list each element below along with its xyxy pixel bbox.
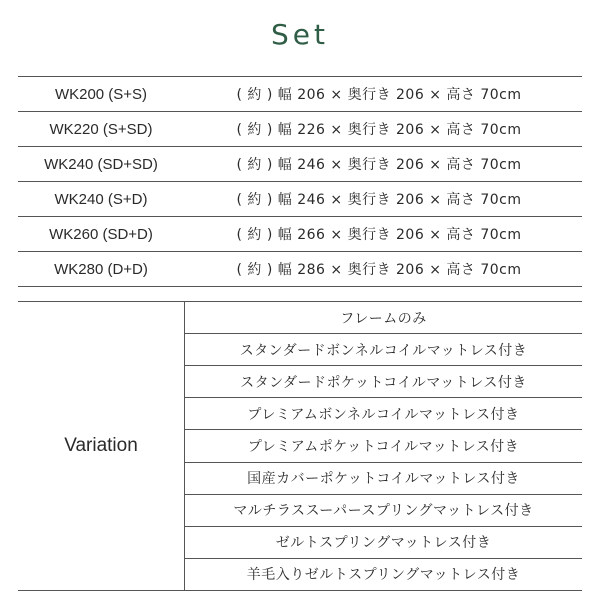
dimensions: ( 約 ) 幅 286 × 奥行き 206 × 高さ 70cm [236, 262, 522, 278]
variation-item: 国産カバーポケットコイルマットレス付き [185, 463, 582, 495]
size-row [18, 147, 582, 182]
model-name: WK220 (S+SD) [49, 120, 153, 138]
model-name: WK200 (S+S) [54, 85, 148, 103]
variation-label: Variation [18, 302, 185, 590]
variation-item: スタンダードポケットコイルマットレス付き [185, 366, 582, 398]
model-name: WK260 (SD+D) [49, 225, 153, 243]
variation-item: マルチラススーパースプリングマットレス付き [185, 495, 582, 527]
size-table [18, 76, 582, 287]
page-title: Set [271, 18, 329, 51]
dimensions: ( 約 ) 幅 246 × 奥行き 206 × 高さ 70cm [236, 157, 522, 173]
size-row [18, 77, 582, 112]
variation-item: 羊毛入りゼルトスプリングマットレス付き [246, 567, 521, 584]
model-name: WK280 (D+D) [54, 260, 148, 278]
dimensions: ( 約 ) 幅 226 × 奥行き 206 × 高さ 70cm [236, 122, 522, 138]
dimensions: ( 約 ) 幅 246 × 奥行き 206 × 高さ 70cm [236, 192, 522, 208]
size-row [18, 182, 582, 217]
size-row [18, 217, 582, 252]
dimensions: ( 約 ) 幅 206 × 奥行き 206 × 高さ 70cm [236, 87, 522, 103]
variation-item: ゼルトスプリングマットレス付き [185, 527, 582, 559]
model-name: WK240 (S+D) [54, 190, 148, 208]
variation-list [185, 302, 582, 590]
variation-table [18, 301, 582, 591]
variation-item: スタンダードボンネルコイルマットレス付き [185, 334, 582, 366]
variation-item: プレミアムポケットコイルマットレス付き [185, 430, 582, 462]
dimensions: ( 約 ) 幅 266 × 奥行き 206 × 高さ 70cm [236, 227, 522, 243]
model-name: WK240 (SD+SD) [44, 155, 158, 173]
variation-item: プレミアムボンネルコイルマットレス付き [185, 398, 582, 430]
size-row [18, 252, 582, 287]
variation-item: フレームのみ [185, 302, 582, 334]
size-row [18, 112, 582, 147]
